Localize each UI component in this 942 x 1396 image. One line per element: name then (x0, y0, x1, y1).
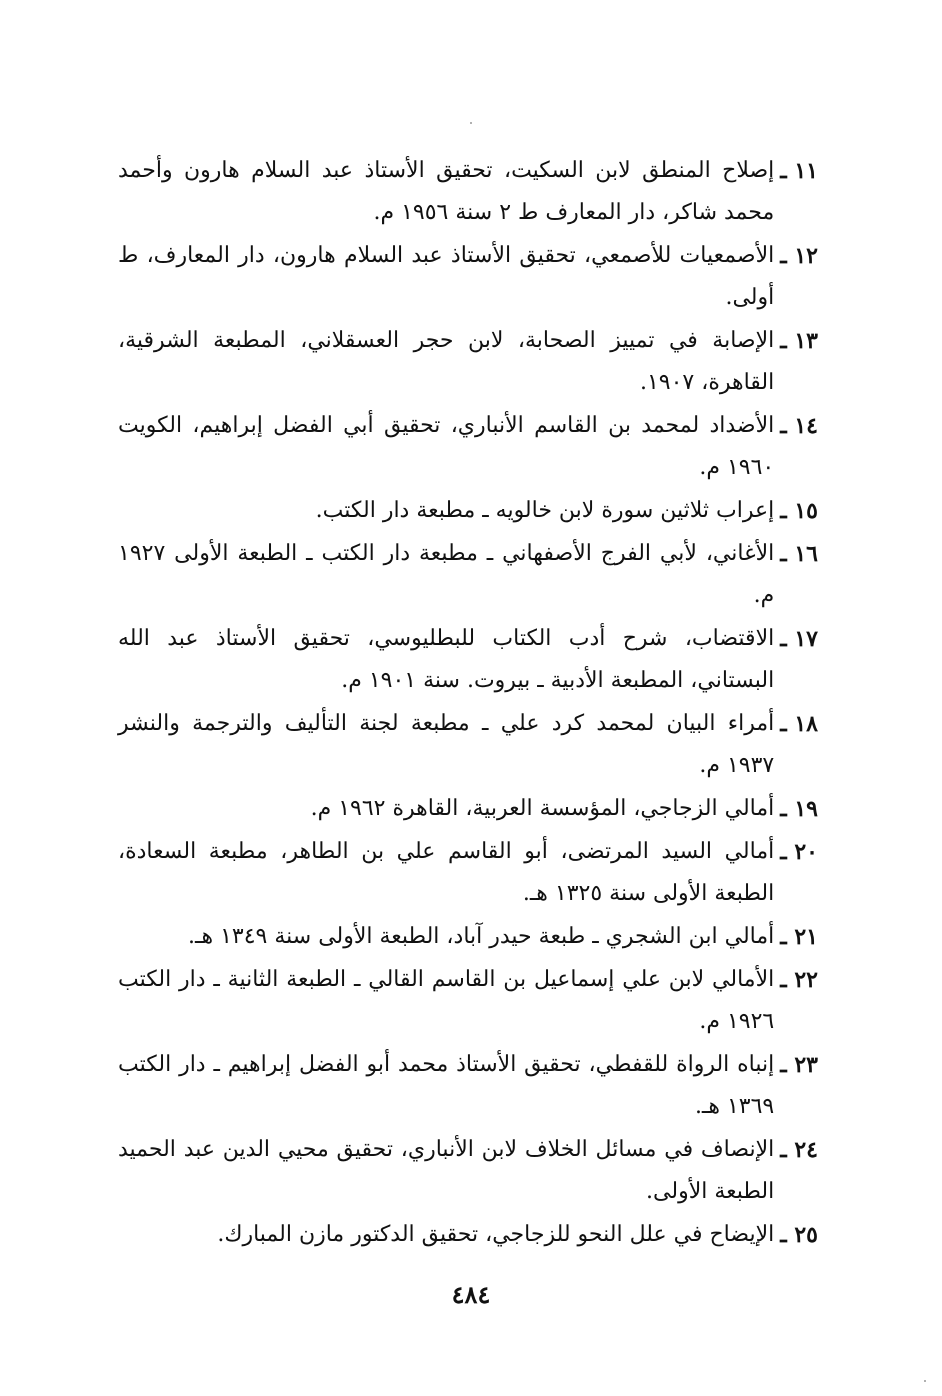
bibliography-entry (118, 1214, 818, 1256)
entry-number: ١٧ ـ (780, 626, 818, 652)
bibliography-entry (118, 405, 818, 489)
entry-number: ٢٠ ـ (780, 839, 818, 865)
bibliography-entry (118, 788, 818, 830)
bibliography-entry (118, 916, 818, 958)
bibliography-entry (118, 320, 818, 404)
entry-text: الاقتضاب، شرح أدب الكتاب للبطليوسي، تحقيق الأستاذ عبد الله البستاني، المطبعة الأدبية ـ بيروت. سنة ١٩٠١ م. (118, 626, 775, 693)
entry-text: الأغاني، لأبي الفرج الأصفهاني ـ مطبعة دار الكتب ـ الطبعة الأولى ١٩٢٧ م. (118, 541, 775, 608)
bibliography-list (118, 150, 818, 1257)
entry-text: إعراب ثلاثين سورة لابن خالويه ـ مطبعة دار الكتب. (315, 498, 775, 523)
entry-text: الأمالي لابن علي إسماعيل بن القاسم القالي ـ الطبعة الثانية ـ دار الكتب ١٩٢٦ م. (118, 967, 775, 1034)
entry-text: أمالي ابن الشجري ـ طبعة حيدر آباد، الطبعة الأولى سنة ١٣٤٩ هـ. (188, 924, 775, 949)
bibliography-entry (118, 959, 818, 1043)
entry-number: ١٤ ـ (780, 413, 818, 439)
entry-number: ١٦ ـ (780, 541, 818, 567)
entry-number: ٢٢ ـ (780, 967, 818, 993)
entry-text: الأصمعيات للأصمعي، تحقيق الأستاذ عبد السلام هارون، دار المعارف، ط أولى. (118, 243, 775, 310)
bibliography-entry (118, 1044, 818, 1128)
page-number: ٤٨٤ (451, 1280, 491, 1309)
bibliography-entry (118, 235, 818, 319)
bibliography-entry (118, 150, 818, 234)
entry-number: ١٢ ـ (780, 243, 818, 269)
bibliography-entry (118, 831, 818, 915)
entry-number: ٢٤ ـ (780, 1137, 818, 1163)
bibliography-entry (118, 703, 818, 787)
bibliography-entry (118, 490, 818, 532)
entry-text: إصلاح المنطق لابن السكيت، تحقيق الأستاذ عبد السلام هارون وأحمد محمد شاكر، دار المعارف ط ٢ سنة ١٩٥٦ م. (118, 158, 775, 225)
entry-text: أمالي السيد المرتضى، أبو القاسم علي بن الطاهر، مطبعة السعادة، الطبعة الأولى سنة ١٣٢٥ هـ. (118, 839, 775, 906)
entry-number: ١٣ ـ (780, 328, 818, 354)
entry-number: ٢١ ـ (780, 924, 818, 950)
entry-number: ١٩ ـ (780, 796, 818, 822)
entry-number: ٢٣ ـ (780, 1052, 818, 1078)
entry-number: ١١ ـ (780, 158, 818, 184)
scan-speck (470, 122, 472, 124)
entry-text: الأضداد لمحمد بن القاسم الأنباري، تحقيق أبي الفضل إبراهيم، الكويت ١٩٦٠ م. (118, 413, 775, 480)
entry-text: أمراء البيان لمحمد كرد علي ـ مطبعة لجنة التأليف والترجمة والنشر ١٩٣٧ م. (118, 711, 775, 778)
scan-speck (924, 1380, 926, 1382)
entry-number: ١٥ ـ (780, 498, 818, 524)
entry-text: الإيضاح في علل النحو للزجاجي، تحقيق الدكتور مازن المبارك. (217, 1222, 775, 1247)
entry-text: إنباه الرواة للقفطي، تحقيق الأستاذ محمد أبو الفضل إبراهيم ـ دار الكتب ١٣٦٩ هـ. (118, 1052, 775, 1119)
bibliography-entry (118, 618, 818, 702)
entry-text: أمالي الزجاجي، المؤسسة العربية، القاهرة ١٩٦٢ م. (310, 796, 775, 821)
entry-number: ١٨ ـ (780, 711, 818, 737)
bibliography-entry (118, 533, 818, 617)
entry-text: الإصابة في تمييز الصحابة، لابن حجر العسقلاني، المطبعة الشرقية، القاهرة، ١٩٠٧. (118, 328, 775, 395)
entry-number: ٢٥ ـ (780, 1222, 818, 1248)
bibliography-entry (118, 1129, 818, 1213)
entry-text: الإنصاف في مسائل الخلاف لابن الأنباري، تحقيق محيي الدين عبد الحميد الطبعة الأولى. (118, 1137, 775, 1204)
